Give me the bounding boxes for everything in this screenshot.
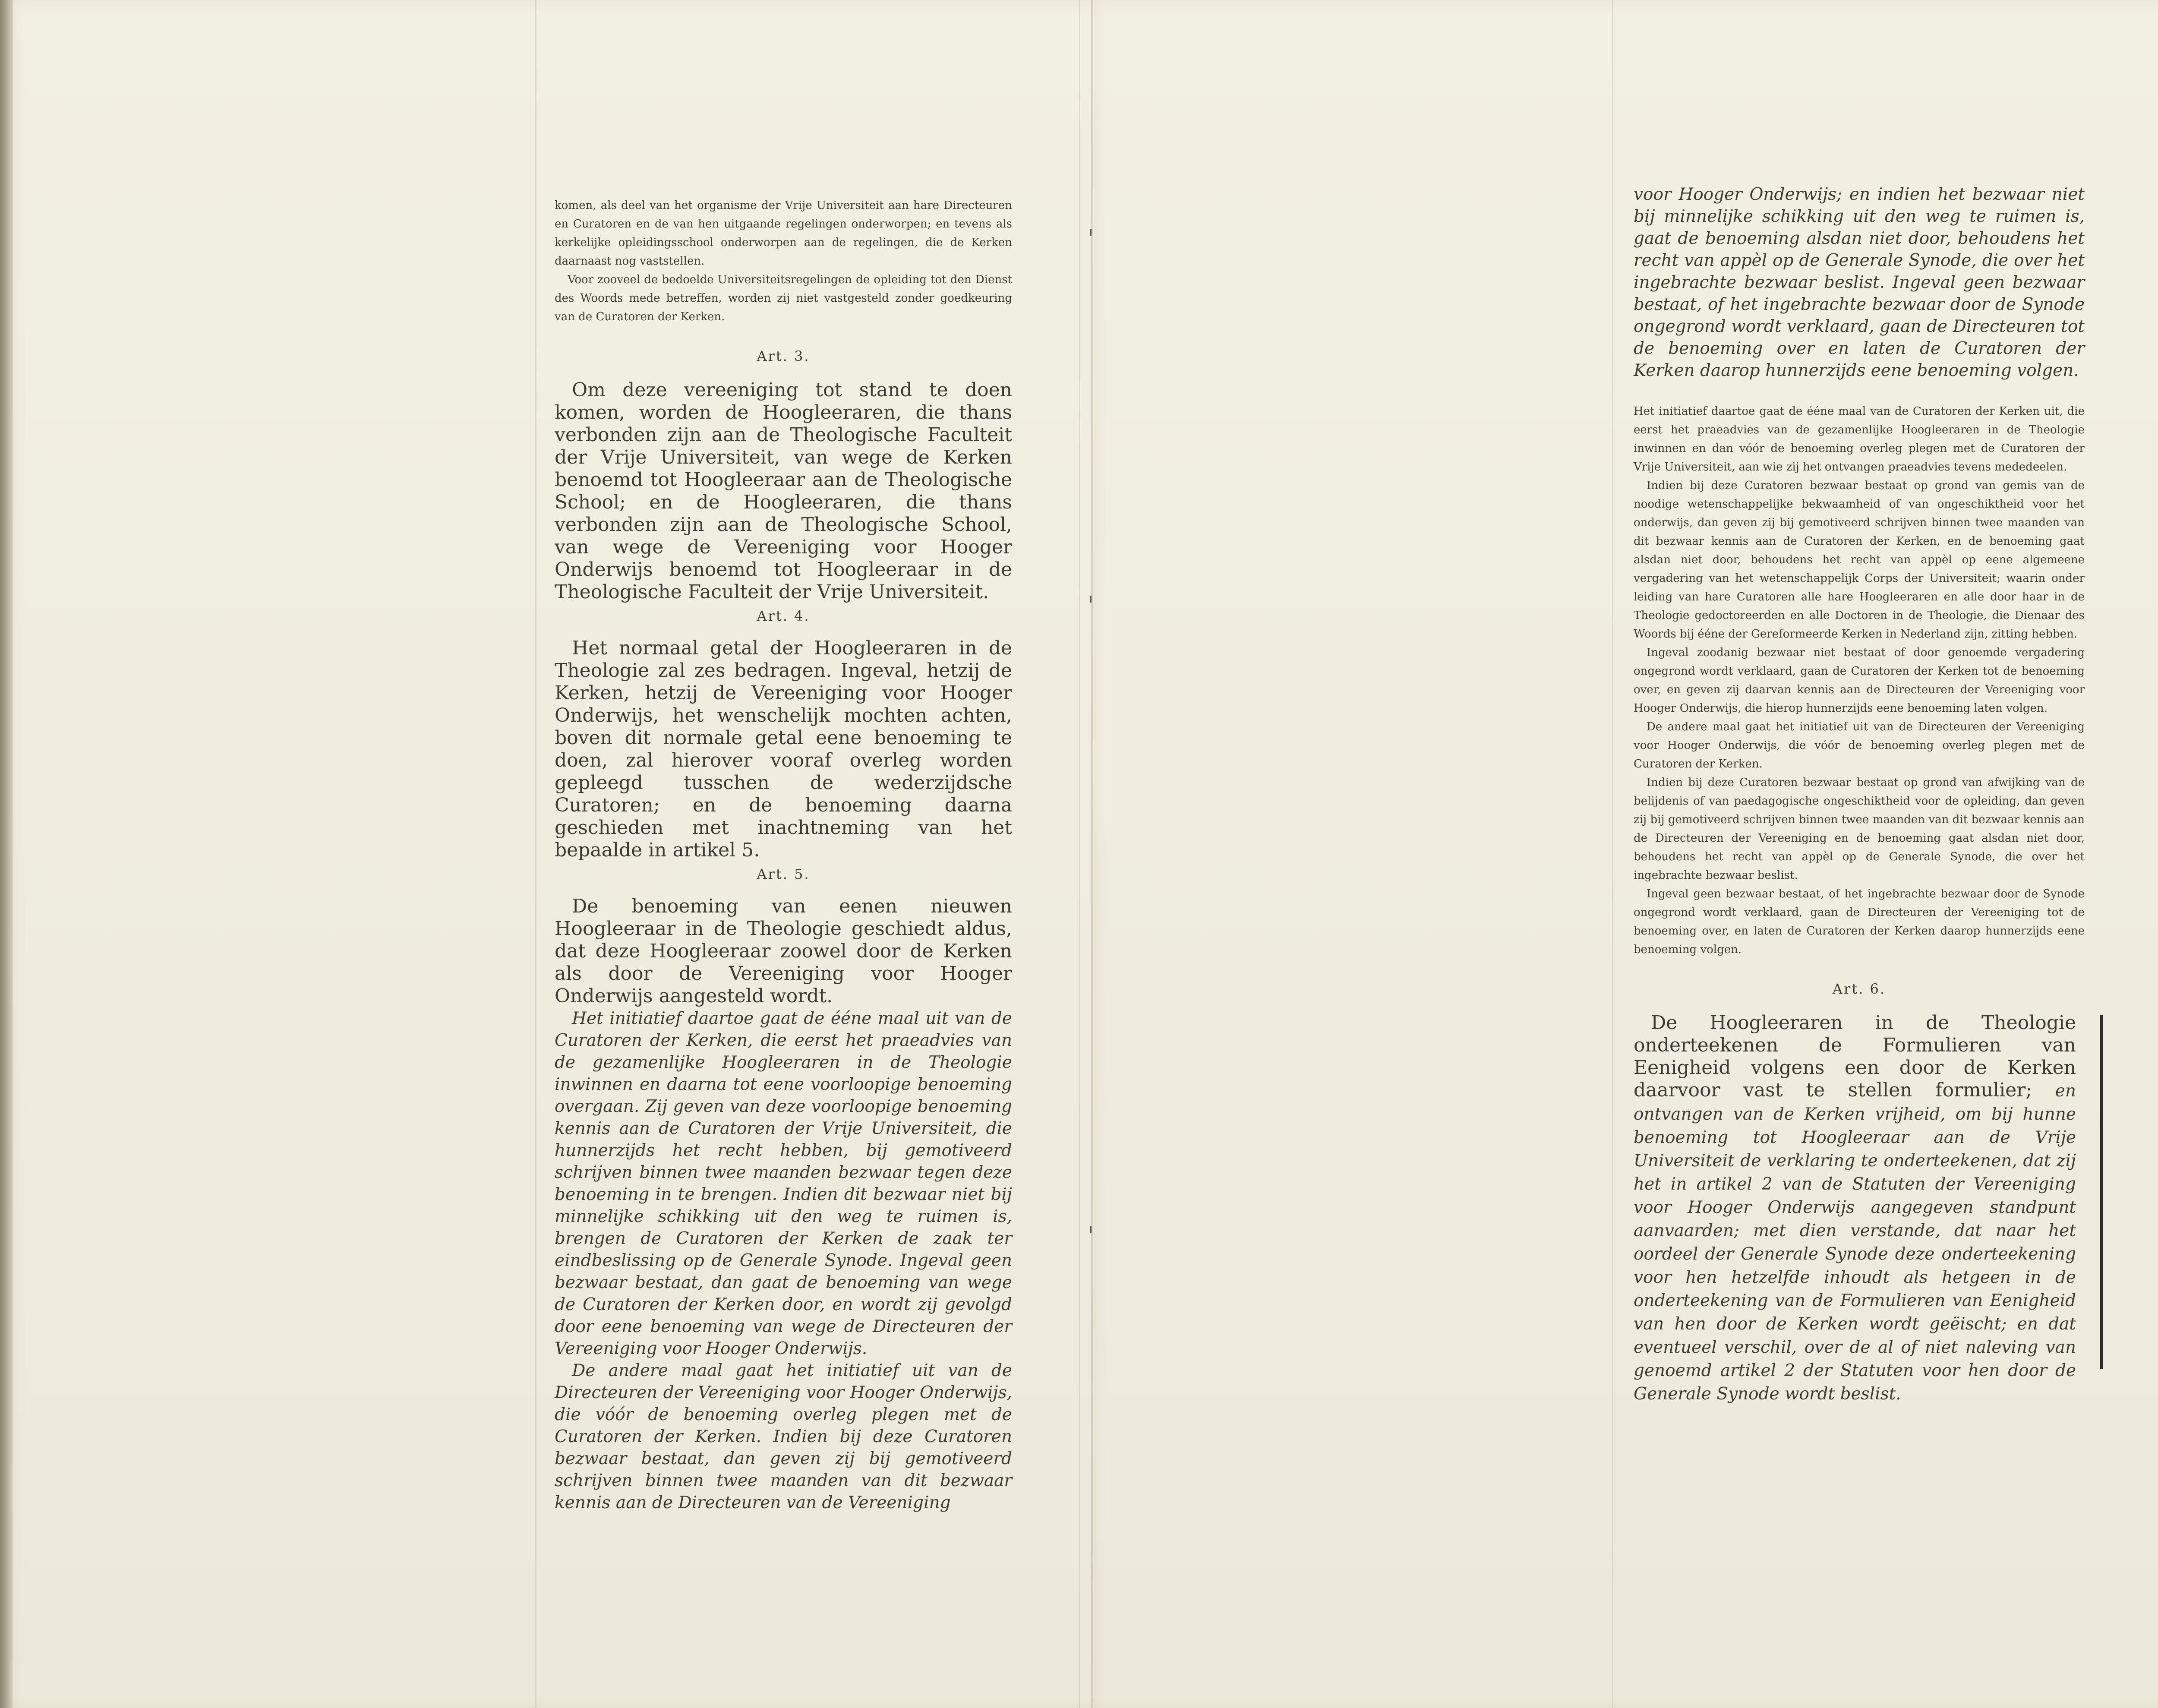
margin-tick [1090,229,1092,236]
article-4-heading: Art. 4. [757,608,810,624]
article-5-heading: Art. 5. [757,866,810,882]
article-3-heading: Art. 3. [757,348,810,364]
article-6-text [1634,1012,2076,1405]
center-fold-crease [1079,0,1080,1708]
right-fold-crease [1612,0,1613,1708]
article-6-heading: Art. 6. [1832,981,1886,997]
small-paragraph: Ingeval zoodanig bezwaar niet bestaat of door genoemde vergadering ongegrond wordt verklaard, gaan de Curatoren der Kerken tot de benoeming over, en geven zij daarvan kennis aan de Directeuren der Vereeniging voor Hooger Onderwijs, die hierop hunnerzijds eene benoeming laten volgen. [1634,646,2085,715]
margin-tick [1090,596,1092,603]
small-paragraph: Het initiatief daartoe gaat de ééne maal van de Curatoren der Kerken uit, die eerst het praeadvies van de gezamenlijke Hoogleeraren in de Theologie inwinnen en dan vóór de benoeming overleg plegen met de Curatoren der Vrije Universiteit, aan wie zij het ontvangen praeadvies tevens mededeelen. [1634,405,2085,474]
article-4-text: Het normaal getal der Hoogleeraren in de Theologie zal zes bedragen. Ingeval, hetzij de Kerken, hetzij de Vereeniging voor Hooger Onderwijs, het wenschelijk mochten achten, boven dit normale getal eene benoeming te doen, zal hierover vooraf overleg worden gepleegd tusschen de wederzijdsche Curatoren; en de benoeming daarna geschieden met inachtneming van het bepaalde in artikel 5. [555,637,1012,861]
article-6-roman: De Hoogleeraren in de Theologie onderteekenen de Formulieren van Eenigheid volgens een door de Kerken daarvoor vast te stellen formulier; [1634,1012,2076,1101]
small-paragraph: Indien bij deze Curatoren bezwaar bestaat op grond van gemis van de noodige wetenschappelijke bekwaamheid of van ongeschiktheid voor het onderwijs, dan geven zij bij gemotiveerd schrijven binnen twee maanden van dit bezwaar kennis aan de Curatoren der Kerken, en de benoeming gaat alsdan niet door, behoudens het recht van appèl op eene algemeene vergadering van het wetenschappelijk Corps der Universiteit; waarin onder leiding van hare Curatoren alle hare Hoogleeraren en alle door haar in de Theologie gedoctoreerden en alle Doctoren in de Theologie, die Dienaar des Woords bij ééne der Gereformeerde Kerken in Nederland zijn, zitting hebben. [1634,479,2085,641]
left-fold-crease [535,0,536,1708]
article-6-italic: en ontvangen van de Kerken vrijheid, om bij hunne benoeming tot Hoogleeraar aan de Vrije Universiteit de verklaring te onderteekenen, dat zij het in artikel 2 van de Statuten der Vereeniging voor Hooger Onderwijs aangegeven standpunt aanvaarden; met dien verstande, dat naar het oordeel der Generale Synode deze onderteekening voor hen hetzelfde inhoudt als hetgeen in de onderteekening van de Formulieren van Eenigheid van hen door de Kerken wordt geëischt; en dat eventueel verschil, over de al of niet naleving van genoemd artikel 2 der Statuten voor hen door de Generale Synode wordt beslist. [1634,1081,2076,1404]
sheet-divider [1091,0,1093,1708]
margin-rule [2100,1015,2103,1369]
article-5-italic-paragraph: De andere maal gaat het initiatief uit van de Directeuren der Vereeniging voor Hooger Onderwijs, die vóór de benoeming overleg plegen met de Curatoren der Kerken. Indien bij deze Curatoren bezwaar bestaat, dan geven zij bij gemotiveerd schrijven binnen twee maanden van dit bezwaar kennis aan de Directeuren van de Vereeniging [555,1361,1012,1512]
article-3-text: Om deze vereeniging tot stand te doen komen, worden de Hoogleeraren, die thans verbonden zijn aan de Theologische Faculteit der Vrije Universiteit, van wege de Kerken benoemd tot Hoogleeraar aan de Theologische School; en de Hoogleeraren, die thans verbonden zijn aan de Theologische School, van wege de Vereeniging voor Hooger Onderwijs benoemd tot Hoogleeraar in de Theologische Faculteit der Vrije Universiteit. [555,379,1012,603]
right-text-column [1634,183,2085,1405]
intro-paragraph: komen, als deel van het organisme der Vrije Universiteit aan hare Directeuren en Curatoren en de van hen uitgaande regelingen onderworpen; en tevens als kerkelijke opleidingsschool onderworpen aan de regelingen, die de Kerken daarnaast nog vaststellen. [555,199,1012,268]
article-5-italic-paragraph: Het initiatief daartoe gaat de ééne maal uit van de Curatoren der Kerken, die eerst het praeadvies van de gezamenlijke Hoogleeraren in de Theologie inwinnen en daarna tot eene voorloopige benoeming overgaan. Zij geven van deze voorloopige benoeming kennis aan de Curatoren der Vrije Universiteit, die hunnerzijds het recht hebben, bij gemotiveerd schrijven binnen twee maanden bezwaar tegen deze benoeming in te brengen. Indien dit bezwaar niet bij minnelijke schikking uit den weg te ruimen is, brengen de Curatoren der Kerken de zaak ter eindbeslissing op de Generale Synode. Ingeval geen bezwaar bestaat, dan gaat de benoeming van wege de Curatoren der Kerken door, en wordt zij gevolgd door eene benoeming van wege de Directeuren der Vereeniging voor Hooger Onderwijs. [555,1009,1012,1358]
small-paragraph: Ingeval geen bezwaar bestaat, of het ingebrachte bezwaar door de Synode ongegrond wordt verklaard, gaan de Directeuren der Vereeniging tot de benoeming over, en laten de Curatoren der Kerken daarop hunnerzijds eene benoeming volgen. [1634,887,2085,956]
margin-tick [1090,1226,1092,1233]
small-paragraph: De andere maal gaat het initiatief uit van de Directeuren der Vereeniging voor Hooger Onderwijs, die vóór de benoeming overleg plegen met de Curatoren der Kerken. [1634,720,2085,770]
continued-italic-paragraph: voor Hooger Onderwijs; en indien het bezwaar niet bij minnelijke schikking uit den weg te ruimen is, gaat de benoeming alsdan niet door, behoudens het recht van appèl op de Generale Synode, die over het ingebrachte bezwaar beslist. Ingeval geen bezwaar bestaat, of het ingebrachte bezwaar door de Synode ongegrond wordt verklaard, gaan de Directeuren tot de benoeming over en laten de Curatoren der Kerken daarop hunnerzijds eene benoeming volgen. [1634,185,2085,380]
article-5-text: De benoeming van eenen nieuwen Hoogleeraar in de Theologie geschiedt aldus, dat deze Hoogleeraar zoowel door de Kerken als door de Vereeniging voor Hooger Onderwijs aangesteld wordt. [555,895,1012,1007]
article-6-block [1634,1012,2085,1405]
small-paragraph: Indien bij deze Curatoren bezwaar bestaat op grond van afwijking van de belijdenis of van paedagogische ongeschiktheid voor de opleiding, dan geven zij bij gemotiveerd schrijven binnen twee maanden van dit bezwaar kennis aan de Directeuren der Vereeniging en de benoeming gaat alsdan niet door, behoudens het recht van appèl op de Generale Synode, die over het ingebrachte bezwaar beslist. [1634,776,2085,882]
left-text-column [555,196,1012,1514]
scan-edge [0,0,13,1708]
intro-paragraph: Voor zooveel de bedoelde Universiteitsregelingen de opleiding tot den Dienst des Woords mede betreffen, worden zij niet vastgesteld zonder goedkeuring van de Curatoren der Kerken. [555,273,1012,323]
